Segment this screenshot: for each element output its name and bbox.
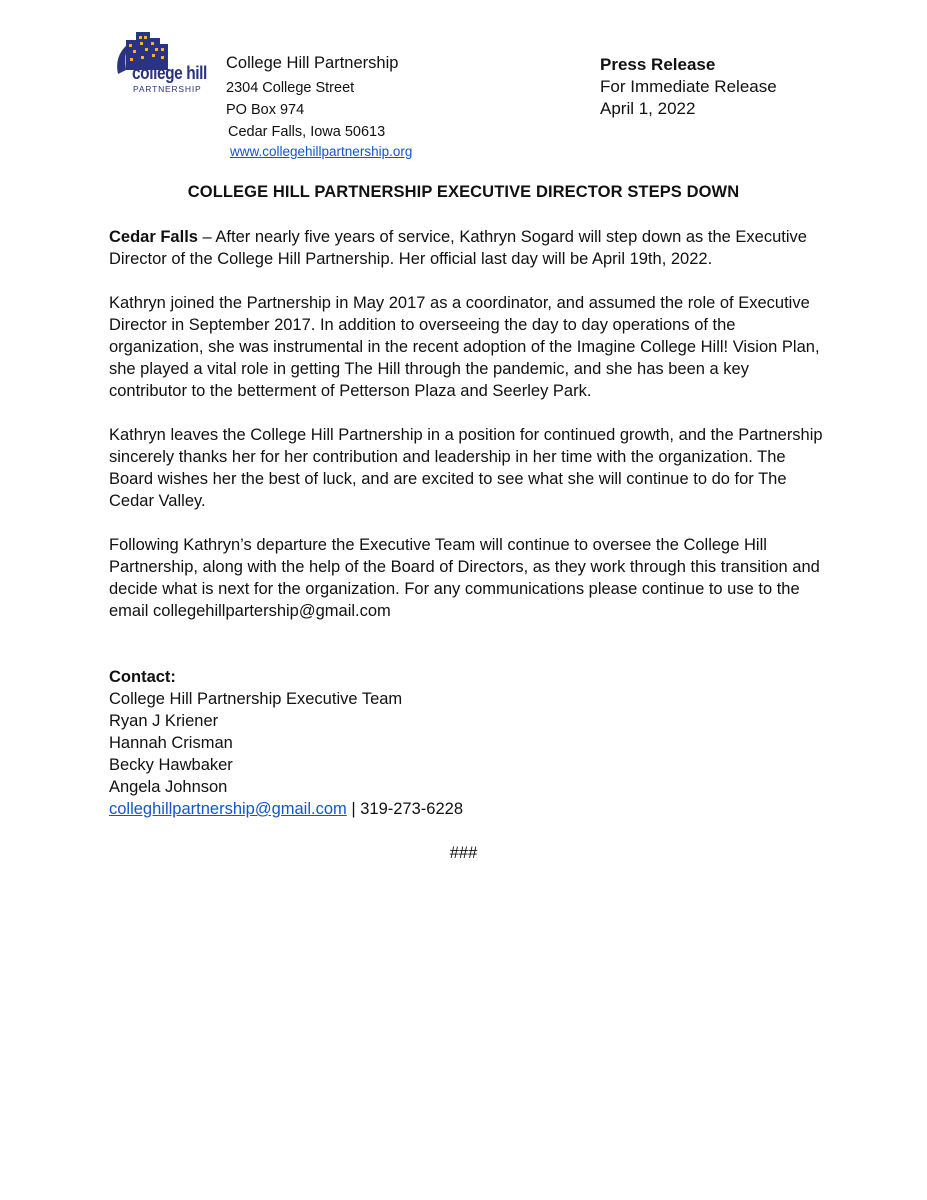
contact-block xyxy=(109,666,463,820)
contact-line xyxy=(109,798,463,820)
release-date: April 1, 2022 xyxy=(600,99,696,118)
street-address: 2304 College Street xyxy=(226,80,355,96)
release-body xyxy=(109,226,829,644)
contact-phone: | 319-273-6228 xyxy=(346,800,463,818)
paragraph-1-text: – After nearly five years of service, Kathryn Sogard will step down as the Executive Director of the College Hill Partnership. Her official last day will be April 19th, 2022. xyxy=(109,228,807,268)
contact-name: Hannah Crisman xyxy=(109,734,233,752)
po-box: PO Box 974 xyxy=(226,102,305,118)
release-heading: Press Release xyxy=(600,55,716,74)
contact-heading: Contact: xyxy=(109,668,176,686)
contact-team: College Hill Partnership Executive Team xyxy=(109,690,403,708)
paragraph-4: Following Kathryn’s departure the Executive Team will continue to oversee the College Hill Partnership, along with the help of the Board of Directors, as they work through this transition and decide what is next for the organization. For any communications please continue to use to the email collegehillpartership@gmail.com xyxy=(109,536,820,620)
paragraph-2: Kathryn joined the Partnership in May 2017 as a coordinator, and assumed the role of Executive Director in September 2017. In addition to overseeing the day to day operations of the organization, she was instrumental in the recent adoption of the Imagine College Hill! Vision Plan, she played a vital role in getting The Hill through the pandemic, and she has been a key contributor to the betterment of Petterson Plaza and Seerley Park. xyxy=(109,294,820,400)
headline: COLLEGE HILL PARTNERSHIP EXECUTIVE DIRECTOR STEPS DOWN xyxy=(187,183,740,201)
logo-wordmark: college hill xyxy=(132,63,207,83)
paragraph-3: Kathryn leaves the College Hill Partnership in a position for continued growth, and the Partnership sincerely thanks her for her contribution and leadership in her time with the organization. The Board wishes her the best of luck, and are excited to see what she will continue to do for The Cedar Valley. xyxy=(109,426,823,510)
website-link[interactable]: www.collegehillpartnership.org xyxy=(230,144,413,159)
contact-name: Becky Hawbaker xyxy=(109,756,233,774)
release-type: For Immediate Release xyxy=(600,77,777,96)
contact-name: Angela Johnson xyxy=(109,778,228,796)
paragraph-1 xyxy=(109,226,829,270)
college-hill-logo xyxy=(112,26,212,102)
city-state-zip: Cedar Falls, Iowa 50613 xyxy=(228,124,386,140)
contact-email-link[interactable]: colleghillpartnership@gmail.com xyxy=(109,800,347,818)
logo-subtitle: PARTNERSHIP xyxy=(133,84,202,94)
dateline: Cedar Falls xyxy=(109,228,198,246)
release-info xyxy=(600,54,777,120)
end-mark: ### xyxy=(449,844,478,862)
contact-name: Ryan J Kriener xyxy=(109,712,219,730)
org-name: College Hill Partnership xyxy=(226,54,399,72)
